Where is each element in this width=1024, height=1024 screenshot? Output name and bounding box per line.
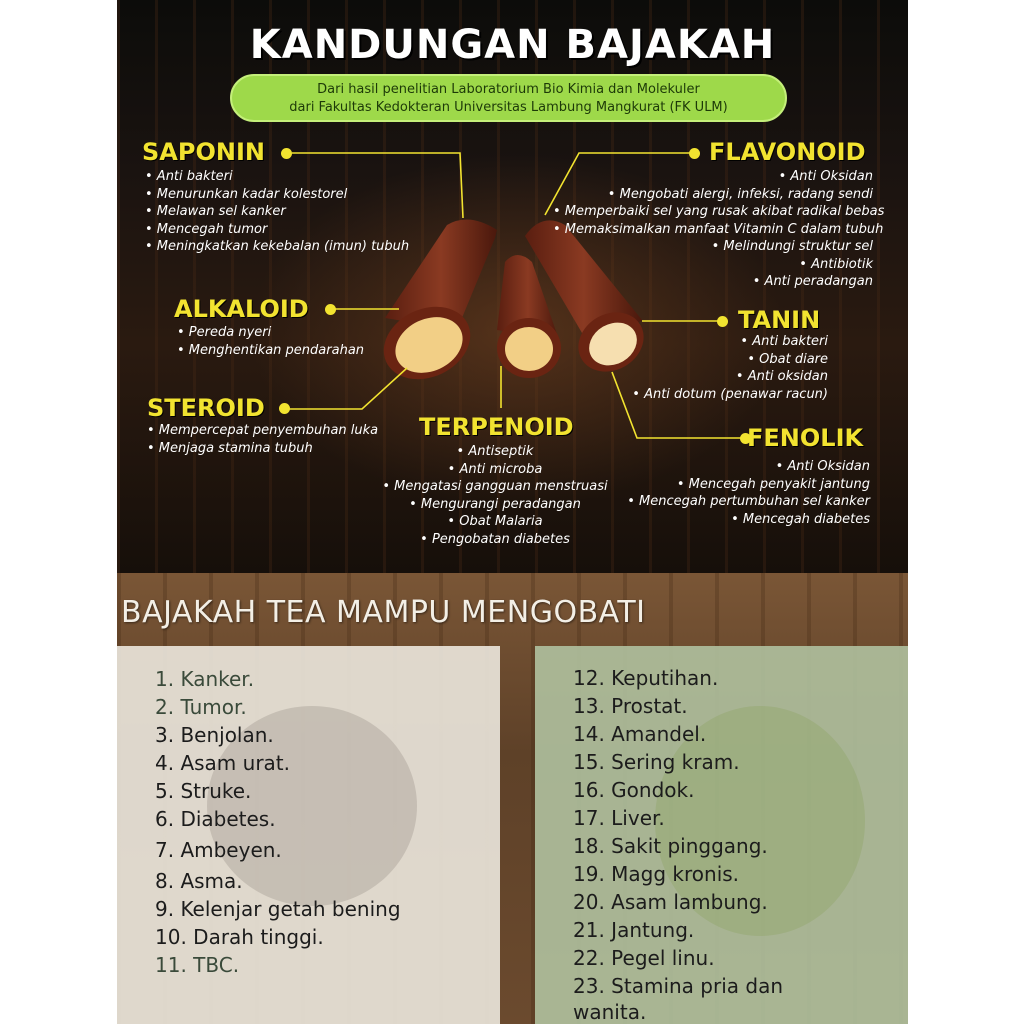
list-item: 10. Darah tinggi. [155, 925, 324, 949]
list-item: 22. Pegel linu. [573, 946, 715, 970]
list-item: 11. TBC. [155, 953, 240, 977]
tea-section [117, 573, 908, 1024]
steroid-dot [279, 403, 290, 414]
right-list-panel [535, 646, 908, 1024]
list-item: 8. Asma. [155, 869, 243, 893]
subtitle-line-2: dari Fakultas Kedokteran Universitas Lambung Mangkurat (FK ULM) [289, 100, 728, 115]
list-item: 16. Gondok. [573, 778, 695, 802]
list-item: 1. Kanker. [155, 667, 255, 691]
alkaloid-benefits: • Pereda nyeri • Menghentikan pendarahan [177, 325, 365, 358]
fenolik-benefits: • Anti Oksidan • Mencegah penyakit jantung • Mencegah pertumbuhan sel kanker • Mencegah diabetes [627, 459, 870, 527]
list-item: 13. Prostat. [573, 694, 688, 718]
list-item: 20. Asam lambung. [573, 890, 768, 914]
fenolik-heading: FENOLIK [747, 424, 864, 452]
list-item: 6. Diabetes. [155, 807, 276, 831]
list-item: 15. Sering kram. [573, 750, 740, 774]
list-item: 9. Kelenjar getah bening [155, 897, 401, 921]
list-item: 23. Stamina pria dan [573, 974, 783, 998]
compounds-section [117, 0, 908, 573]
tanin-heading: TANIN [738, 306, 821, 334]
tea-title: BAJAKAH TEA MAMPU MENGOBATI [121, 595, 646, 630]
page-title: KANDUNGAN BAJAKAH [249, 22, 776, 68]
subtitle-line-1: Dari hasil penelitian Laboratorium Bio Kimia dan Molekuler [317, 82, 700, 97]
tanin-benefits: • Anti bakteri • Obat diare • Anti oksidan • Anti dotum (penawar racun) [632, 334, 828, 402]
list-item: wanita. [573, 1000, 647, 1024]
alkaloid-heading: ALKALOID [174, 295, 309, 323]
list-item: 2. Tumor. [155, 695, 247, 719]
list-item: 21. Jantung. [573, 918, 695, 942]
poster [117, 0, 908, 1024]
steroid-benefits: • Mempercepat penyembuhan luka • Menjaga stamina tubuh [147, 423, 379, 456]
list-item: 7. Ambeyen. [155, 838, 282, 862]
saponin-benefits: • Anti bakteri • Menurunkan kadar kolestorel • Melawan sel kanker • Mencegah tumor • Meningkatkan kekebalan (imun) tubuh [145, 169, 410, 254]
list-item: 4. Asam urat. [155, 751, 290, 775]
flavonoid-benefits: • Anti Oksidan • Mengobati alergi, infeksi, radang sendi • Memperbaiki sel yang rusak akibat radikal bebas • Memaksimalkan manfaat Vitamin C dalam tubuh • Melindungi struktur sel • Antibiotik • Anti peradangan [553, 169, 885, 289]
left-list-panel [117, 646, 500, 1024]
list-item: 14. Amandel. [573, 722, 707, 746]
flavonoid-dot [689, 148, 700, 159]
list-item: 3. Benjolan. [155, 723, 274, 747]
saponin-dot [281, 148, 292, 159]
list-item: 19. Magg kronis. [573, 862, 740, 886]
flavonoid-heading: FLAVONOID [709, 138, 866, 166]
saponin-heading: SAPONIN [142, 138, 265, 166]
alkaloid-dot [325, 304, 336, 315]
steroid-heading: STEROID [147, 394, 265, 422]
list-item: 17. Liver. [573, 806, 665, 830]
list-item: 5. Struke. [155, 779, 252, 803]
tanin-dot [717, 316, 728, 327]
terpenoid-heading: TERPENOID [419, 413, 574, 441]
terpenoid-benefits: • Antiseptik • Anti microba • Mengatasi gangguan menstruasi • Mengurangi peradangan • Obat Malaria • Pengobatan diabetes [382, 444, 608, 547]
list-item: 18. Sakit pinggang. [573, 834, 768, 858]
list-item: 12. Keputihan. [573, 666, 719, 690]
